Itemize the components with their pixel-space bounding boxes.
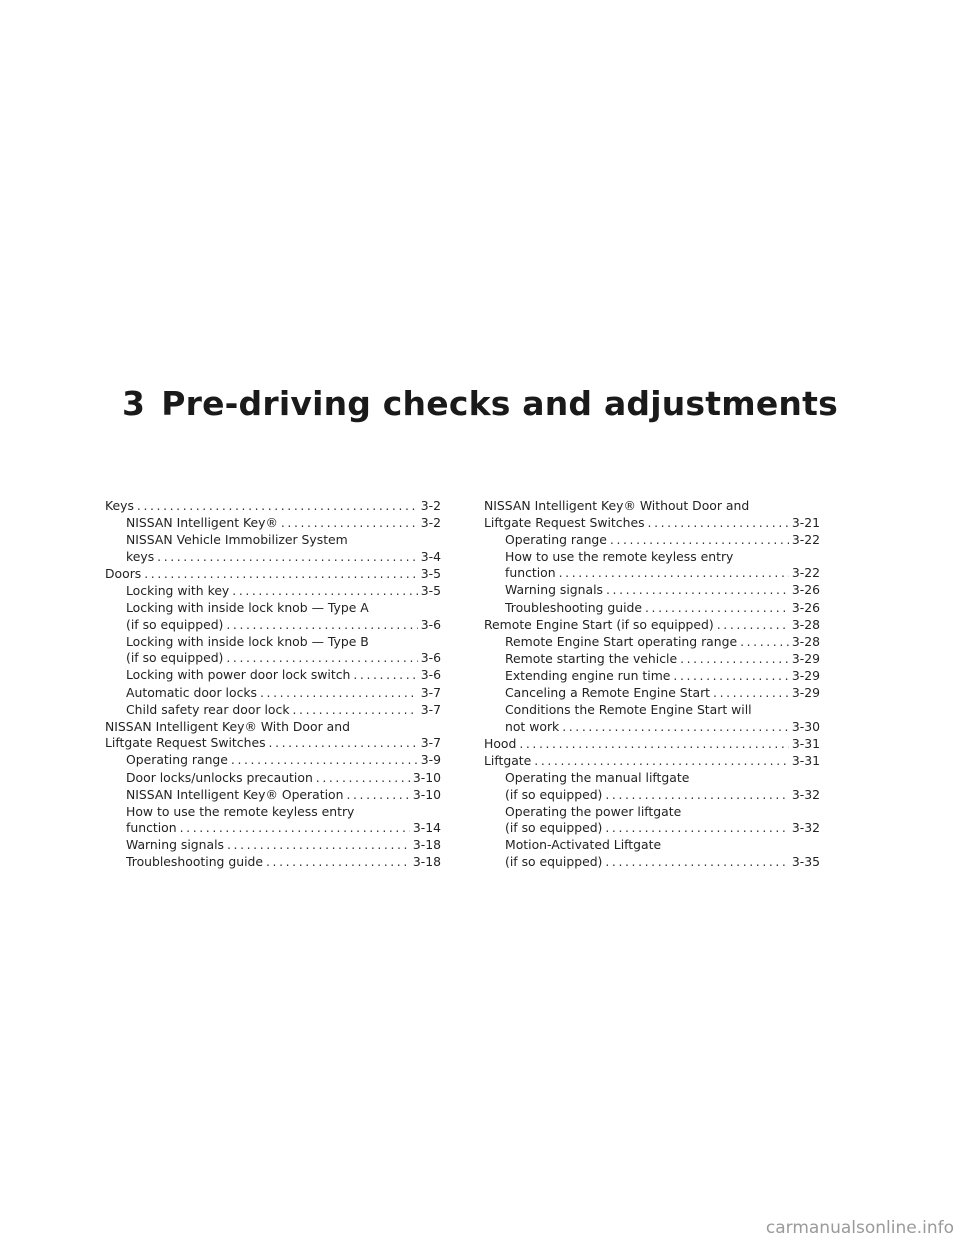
toc-page-number: 3-5 (420, 565, 441, 581)
toc-entry (484, 770, 820, 803)
toc-entry-title: Conditions the Remote Engine Start will (505, 702, 752, 718)
chapter-title (0, 384, 960, 423)
toc-entry (105, 854, 441, 871)
toc-page-number: 3-14 (412, 820, 441, 836)
toc-entry (105, 634, 441, 667)
toc-entry-row (105, 735, 441, 752)
dot-leader (232, 583, 417, 600)
toc-entry-title: Extending engine run time (505, 667, 671, 683)
toc-entry (484, 668, 820, 685)
dot-leader (231, 752, 418, 769)
toc-page-number: 3-32 (791, 820, 820, 836)
toc-entry-title: Doors (105, 565, 142, 581)
toc-entry (484, 600, 820, 617)
toc-entry (105, 600, 441, 633)
toc-entry-title: Remote Engine Start operating range (505, 633, 738, 649)
toc-entry-row (126, 787, 441, 804)
toc-page-number: 3-7 (420, 684, 441, 700)
toc-entry (484, 582, 820, 599)
toc-entry (105, 566, 441, 583)
toc-entry-row (126, 583, 441, 600)
toc-page-number: 3-22 (791, 531, 820, 547)
toc-entry-row (505, 582, 820, 599)
dot-leader (157, 549, 418, 566)
toc-page-number: 3-6 (420, 616, 441, 632)
toc-entry-row (505, 820, 820, 837)
dot-leader (269, 735, 418, 752)
toc-entry-title: Locking with key (126, 582, 230, 598)
dot-leader (226, 650, 417, 667)
toc-entry (484, 634, 820, 651)
toc-entry-row (484, 753, 820, 770)
toc-entry (105, 719, 441, 752)
toc-entry-title: Liftgate Request Switches (484, 514, 645, 530)
toc-page-number: 3-29 (791, 650, 820, 666)
toc-entry-title: NISSAN Intelligent Key® Operation (126, 786, 344, 802)
toc-entry-title: Operating the manual liftgate (505, 770, 690, 785)
toc-entry-row (126, 702, 441, 719)
toc-entry (105, 532, 441, 565)
toc-entry-title: Liftgate Request Switches (105, 735, 266, 751)
dot-leader (673, 668, 788, 685)
toc-entry (105, 498, 441, 515)
dot-leader (648, 515, 789, 532)
toc-entry-row (105, 566, 441, 583)
toc-entry-row (126, 650, 441, 667)
toc-entry (484, 685, 820, 702)
toc-entry (484, 651, 820, 668)
toc-page-number: 3-10 (412, 786, 441, 802)
toc-page-number: 3-2 (420, 498, 441, 513)
toc-entry-title: (if so equipped) (505, 820, 603, 836)
dot-leader (266, 854, 410, 871)
toc-entry (484, 532, 820, 549)
toc-page-number: 3-30 (791, 718, 820, 734)
dot-leader (713, 685, 789, 702)
toc-entry-title: function (126, 820, 177, 836)
toc-entry-row (484, 515, 820, 532)
toc-entry (105, 752, 441, 769)
dot-leader (562, 719, 789, 736)
dot-leader (519, 736, 789, 753)
toc-page-number: 3-18 (412, 837, 441, 853)
toc-page-number: 3-28 (791, 616, 820, 632)
toc-entry-title: Troubleshooting guide (126, 854, 264, 870)
toc-entry (105, 804, 441, 837)
toc-entry-title: NISSAN Intelligent Key® (126, 515, 278, 531)
dot-leader (144, 566, 417, 583)
toc-entry-title: NISSAN Vehicle Immobilizer System (126, 532, 348, 548)
toc-page-number: 3-6 (420, 650, 441, 666)
toc-entry-row (126, 752, 441, 769)
toc-entry-title: Operating the power liftgate (505, 803, 682, 819)
footer-watermark: carmanualsonline.info (765, 1218, 954, 1238)
toc-entry-row (126, 667, 441, 684)
toc-page-number: 3-4 (420, 548, 441, 564)
toc-entry-title: keys (126, 548, 155, 564)
toc-page-number: 3-32 (791, 786, 820, 802)
dot-leader (227, 837, 410, 854)
toc-entry-title: Locking with power door lock switch (126, 667, 351, 683)
dot-leader (645, 600, 789, 617)
toc-entry-title: Warning signals (126, 837, 224, 853)
toc-entry (105, 685, 441, 702)
toc-entry-title: How to use the remote keyless entry (126, 803, 355, 819)
dot-leader (605, 787, 788, 804)
toc-entry-title: function (505, 565, 556, 581)
dot-leader (346, 787, 409, 804)
dot-leader (534, 753, 789, 770)
toc-page-number: 3-28 (791, 633, 820, 649)
toc-entry-row (505, 600, 820, 617)
toc-entry-row (505, 854, 820, 871)
toc-entry-title: Locking with inside lock knob — Type A (126, 600, 369, 616)
toc-entry (105, 702, 441, 719)
toc-entry-row (505, 634, 820, 651)
toc-entry-title: Automatic door locks (126, 684, 258, 700)
toc-entry-row (126, 617, 441, 634)
toc-entry-row (126, 549, 441, 566)
toc-entry (484, 498, 820, 531)
toc-entry-title: Keys (105, 498, 134, 513)
toc-entry-row (505, 787, 820, 804)
toc-entry-title: Remote starting the vehicle (505, 650, 678, 666)
toc-entry-row (126, 685, 441, 702)
toc-entry-title: (if so equipped) (505, 786, 603, 802)
toc-entry-title: Troubleshooting guide (505, 599, 643, 615)
toc-entry (484, 617, 820, 634)
toc-entry-row (505, 685, 820, 702)
dot-leader (353, 667, 417, 684)
dot-leader (316, 770, 410, 787)
toc-entry-row (126, 770, 441, 787)
toc-entry (105, 515, 441, 532)
toc-entry-row (505, 532, 820, 549)
toc-page-number: 3-9 (420, 752, 441, 768)
toc-page-number: 3-29 (791, 667, 820, 683)
toc-right-column (484, 498, 820, 871)
toc-entry-row (505, 565, 820, 582)
dot-leader (281, 515, 418, 532)
toc-entry (484, 837, 820, 870)
toc-entry-row (505, 719, 820, 736)
toc-entry-row (105, 498, 441, 515)
toc-page-number: 3-22 (791, 565, 820, 581)
dot-leader (605, 820, 788, 837)
toc-entry-title: not work (505, 718, 560, 734)
toc-entry-title: (if so equipped) (505, 853, 603, 869)
toc-entry-row (505, 651, 820, 668)
toc-entry-title: Operating range (126, 752, 228, 768)
dot-leader (610, 532, 789, 549)
toc-page-number: 3-26 (791, 599, 820, 615)
toc-entry (105, 583, 441, 600)
toc-page-number: 3-31 (791, 752, 820, 768)
dot-leader (559, 565, 789, 582)
toc-entry-title: Hood (484, 735, 517, 751)
dot-leader (180, 820, 410, 837)
toc-entry-title: Operating range (505, 531, 607, 547)
dot-leader (717, 617, 789, 634)
toc-entry (105, 770, 441, 787)
toc-page-number: 3-29 (791, 685, 820, 701)
toc-left-column (105, 498, 441, 872)
toc-entry-title: Liftgate (484, 752, 532, 768)
toc-entry-title: Locking with inside lock knob — Type B (126, 633, 369, 649)
toc-page-number: 3-21 (791, 514, 820, 530)
toc-page-number: 3-7 (420, 735, 441, 751)
dot-leader (740, 634, 789, 651)
toc-entry-title: How to use the remote keyless entry (505, 548, 734, 564)
toc-entry-title: Motion-Activated Liftgate (505, 837, 662, 853)
dot-leader (606, 582, 789, 599)
toc-page-number: 3-18 (412, 854, 441, 870)
toc-entry-row (126, 837, 441, 854)
dot-leader (680, 651, 789, 668)
toc-page-number: 3-10 (412, 769, 441, 785)
toc-page-number: 3-7 (420, 701, 441, 717)
toc-entry-row (126, 854, 441, 871)
dot-leader (260, 685, 418, 702)
toc-entry-title: (if so equipped) (126, 650, 224, 666)
toc-entry-row (505, 668, 820, 685)
toc-page-number: 3-2 (420, 515, 441, 531)
toc-entry (484, 753, 820, 770)
toc-entry-title: Child safety rear door lock (126, 701, 290, 717)
toc-entry (484, 702, 820, 735)
toc-page-number: 3-31 (791, 735, 820, 751)
toc-entry-title: Warning signals (505, 582, 603, 598)
toc-entry-title: (if so equipped) (126, 616, 224, 632)
dot-leader (226, 617, 417, 634)
toc-entry-row (484, 736, 820, 753)
toc-entry (105, 667, 441, 684)
dot-leader (605, 854, 788, 871)
chapter-title-text: Pre-driving checks and adjustments (161, 384, 838, 424)
toc-page-number: 3-6 (420, 667, 441, 683)
toc-entry (105, 837, 441, 854)
toc-entry-row (484, 617, 820, 634)
chapter-number: 3 (122, 384, 146, 424)
toc-entry (105, 787, 441, 804)
toc-entry-title: Canceling a Remote Engine Start (505, 685, 711, 701)
toc-page-number: 3-26 (791, 582, 820, 598)
toc-entry (484, 549, 820, 582)
toc-entry-title: NISSAN Intelligent Key® Without Door and (484, 498, 750, 513)
toc-entry-title: NISSAN Intelligent Key® With Door and (105, 718, 350, 734)
toc-entry-title: Remote Engine Start (if so equipped) (484, 616, 714, 632)
dot-leader (293, 702, 418, 719)
toc-entry-row (126, 515, 441, 532)
toc-entry (484, 804, 820, 837)
toc-entry (484, 736, 820, 753)
toc-page-number: 3-35 (791, 853, 820, 869)
toc-entry-title: Door locks/unlocks precaution (126, 769, 313, 785)
dot-leader (137, 498, 418, 515)
toc-entry-row (126, 820, 441, 837)
toc-page-number: 3-5 (420, 582, 441, 598)
